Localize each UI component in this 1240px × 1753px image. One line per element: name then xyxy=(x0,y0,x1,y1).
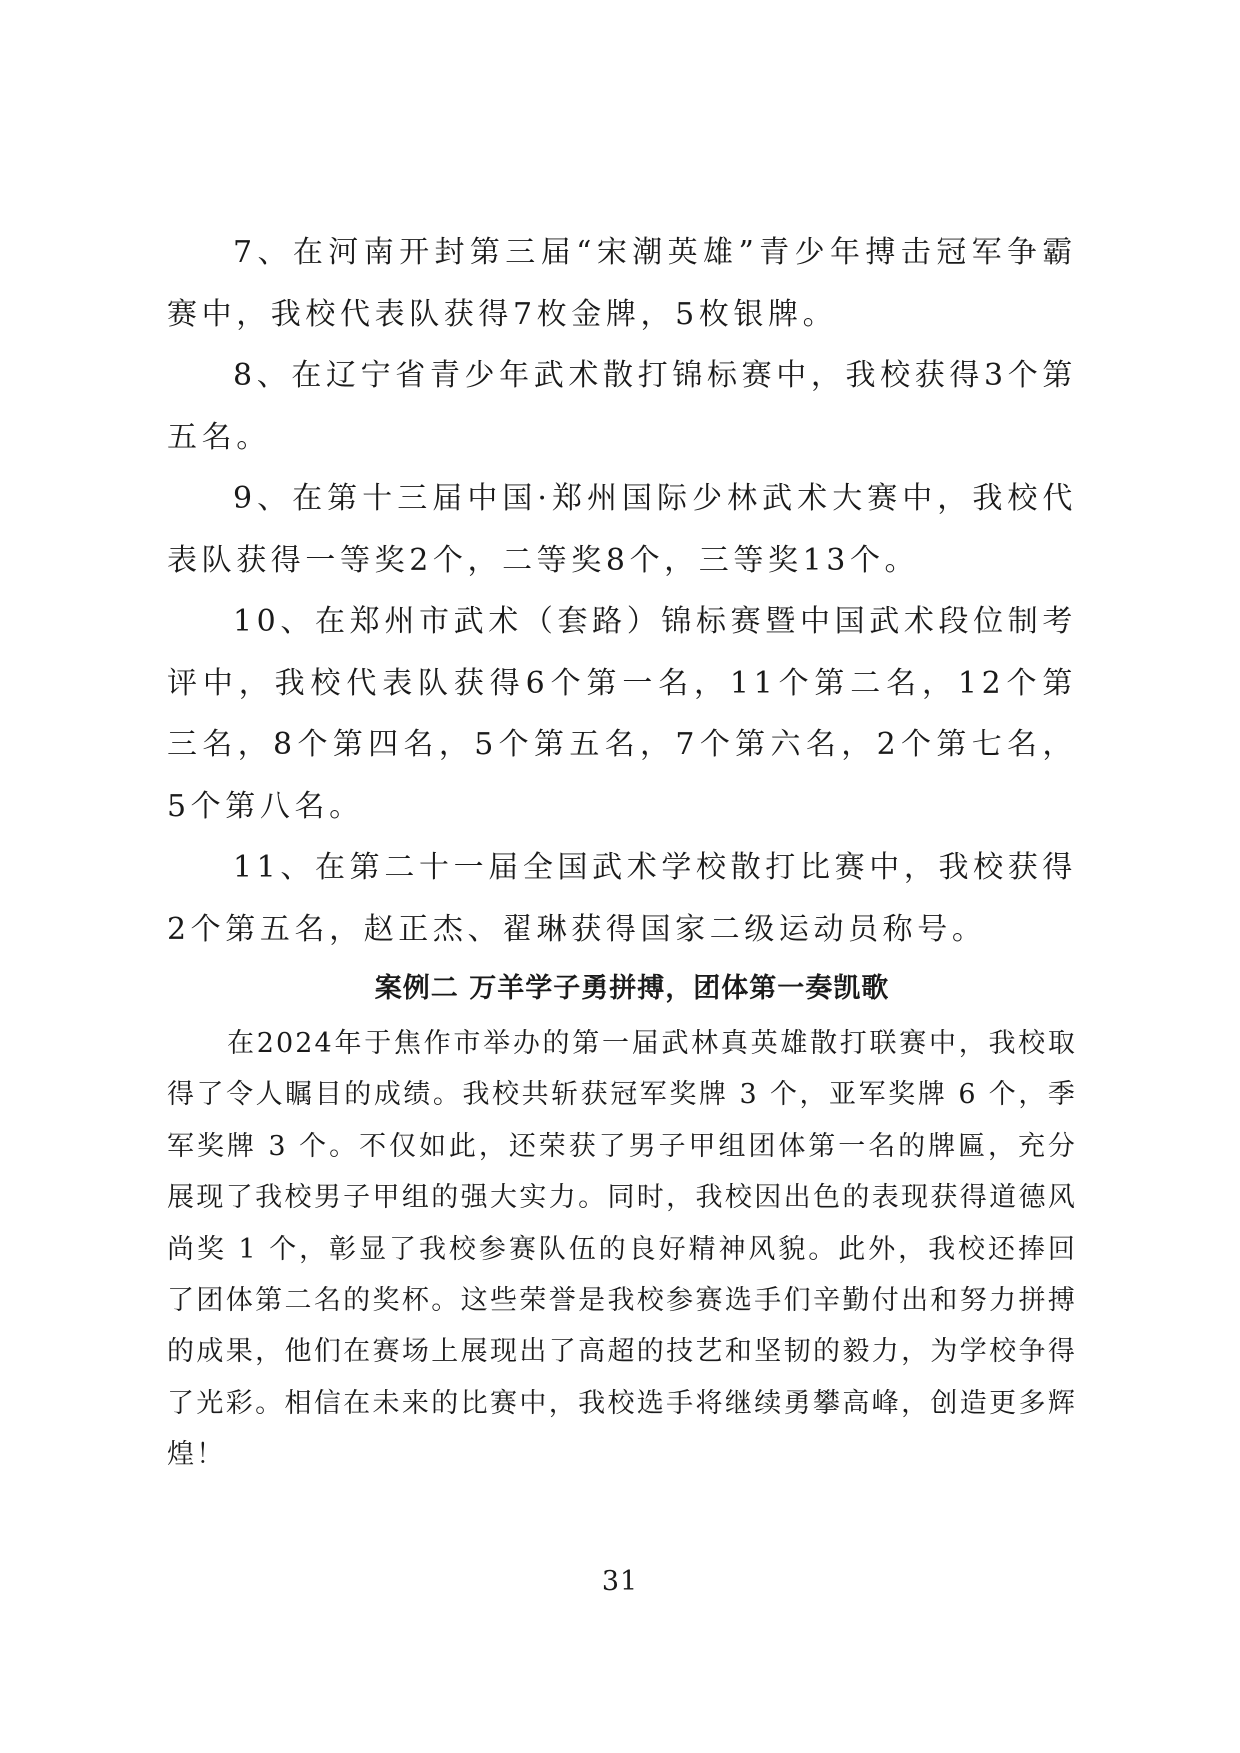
achievement-item-11: 11、在第二十一届全国武术学校散打比赛中，我校获得2个第五名，赵正杰、翟琳获得国家二级运动员称号。 xyxy=(167,850,1077,947)
achievement-item-8: 8、在辽宁省青少年武术散打锦标赛中，我校获得3个第五名。 xyxy=(167,358,1077,455)
achievement-item-10: 10、在郑州市武术（套路）锦标赛暨中国武术段位制考评中，我校代表队获得6个第一名，11个第二名，12个第三名，8个第四名，5个第五名，7个第六名，2个第七名，5个第八名。 xyxy=(167,604,1077,824)
case-body-paragraph: 在2024年于焦作市举办的第一届武林真英雄散打联赛中，我校取得了令人瞩目的成绩。我校共斩获冠军奖牌 3 个，亚军奖牌 6 个，季军奖牌 3 个。不仅如此，还荣获了男子甲组团体第一名的牌匾，充分展现了我校男子甲组的强大实力。同时，我校因出色的表现获得道德风尚奖 1 个，彰显了我校参赛队伍的良好精神风貌。此外，我校还捧回了团体第二名的奖杯。这些荣誉是我校参赛选手们辛勤付出和努力拼搏的成果，他们在赛场上展现出了高超的技艺和坚韧的毅力，为学校争得了光彩。相信在未来的比赛中，我校选手将继续勇攀高峰，创造更多辉煌！ xyxy=(167,1028,1077,1471)
achievement-item-7: 7、在河南开封第三届“宋潮英雄”青少年搏击冠军争霸赛中，我校代表队获得7枚金牌，5枚银牌。 xyxy=(167,235,1077,332)
body-text xyxy=(167,222,1077,1481)
achievement-item-9: 9、在第十三届中国·郑州国际少林武术大赛中，我校代表队获得一等奖2个，二等奖8个，三等奖13个。 xyxy=(167,481,1077,578)
case-heading: 案例二 万羊学子勇拼搏，团体第一奏凯歌 xyxy=(374,973,890,1004)
page-number: 31 xyxy=(601,1566,639,1597)
